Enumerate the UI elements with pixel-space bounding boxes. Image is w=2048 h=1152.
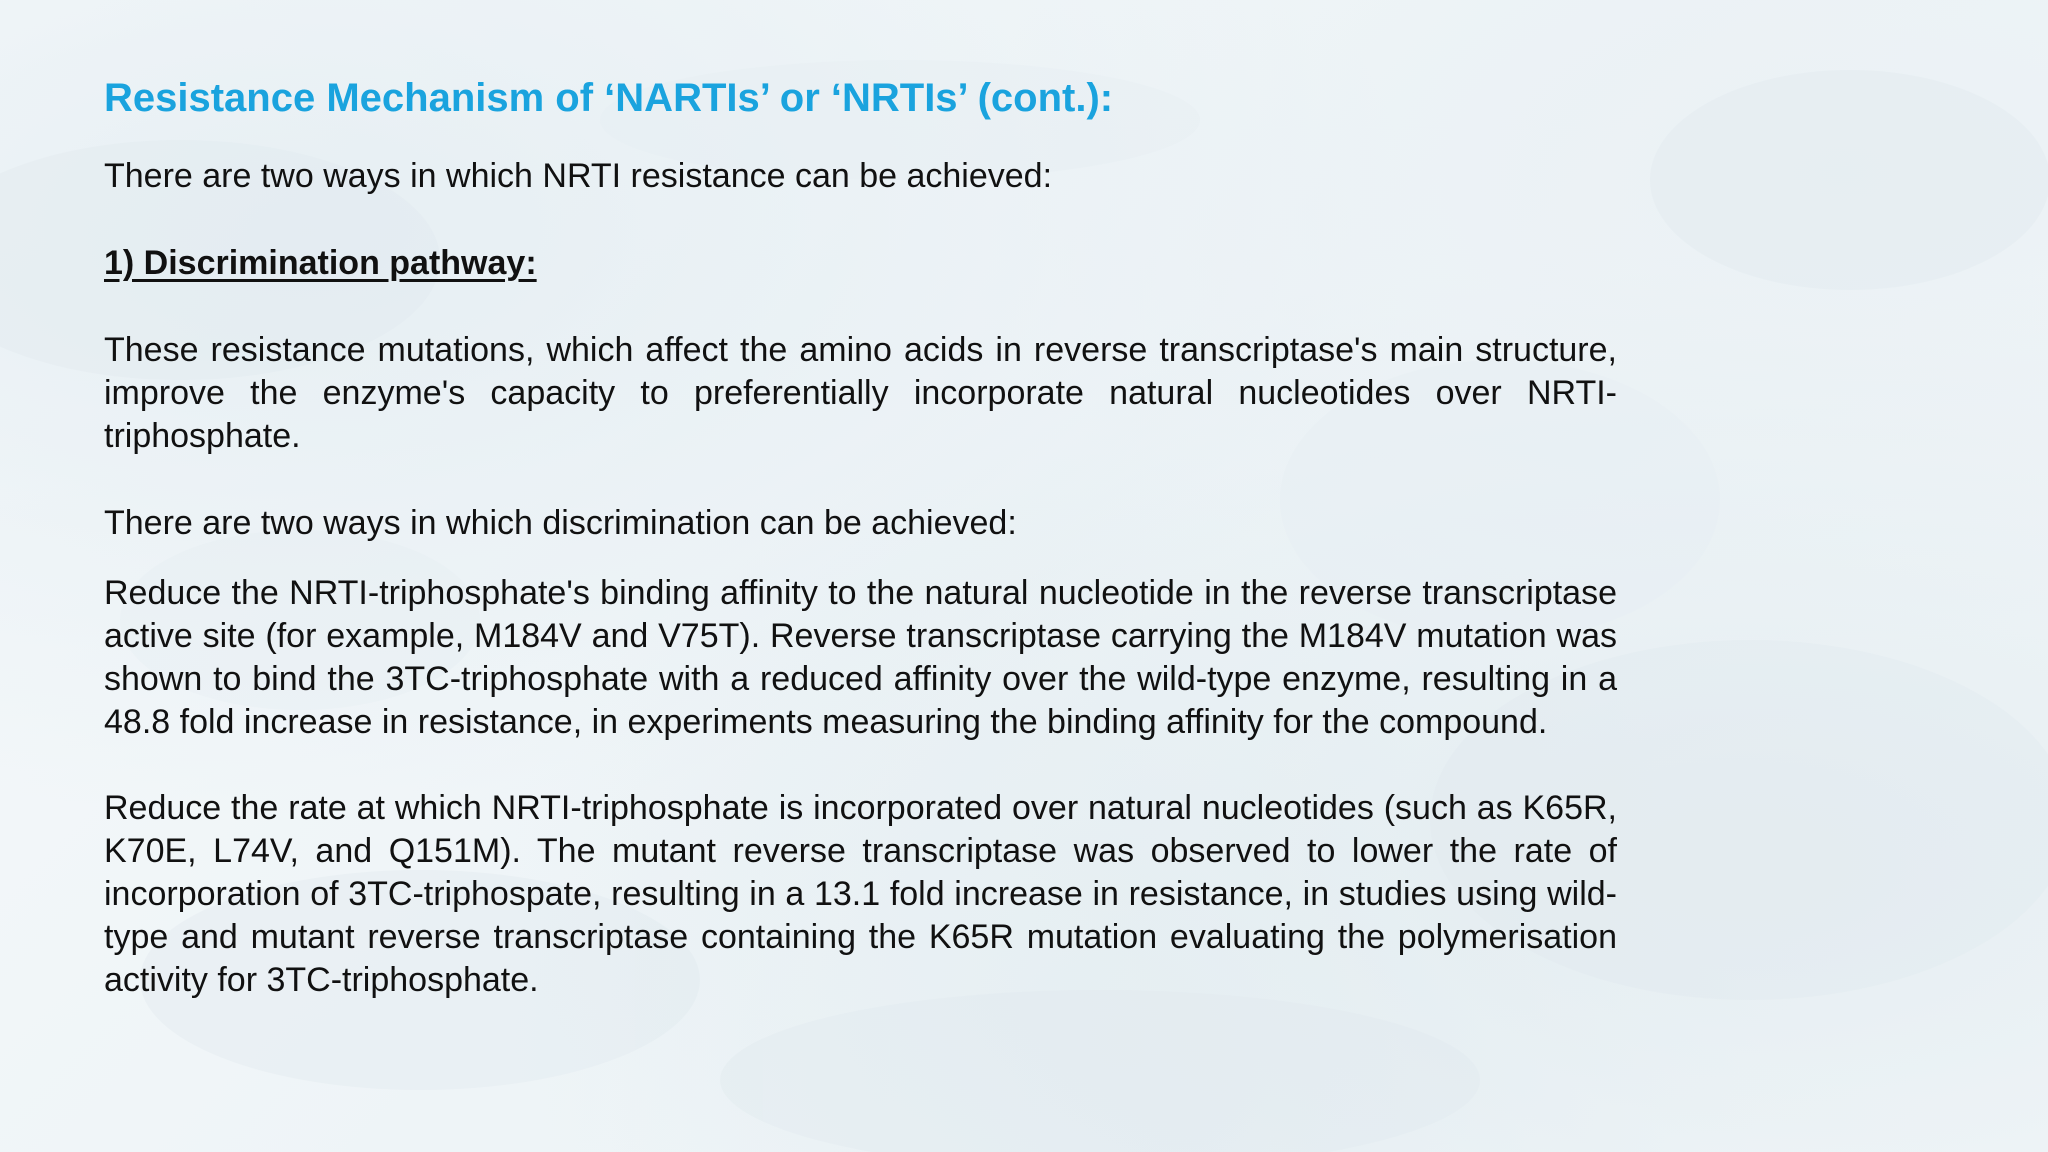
discrimination-item: Reduce the rate at which NRTI-triphosphate is incorporated over natural nucleotides (such as K65R, K70E, L74V, and Q151M). The mutant reverse transcriptase was observed to lower the rate of incorporation of 3TC-triphospate, resulting in a 13.1 fold increase in resistance, in studies using wild-type and mutant reverse transcriptase containing the K65R mutation evaluating the polymerisation activity for 3TC-triphosphate. bbox=[104, 789, 1617, 999]
discrimination-intro: There are two ways in which discrimination can be achieved: bbox=[104, 504, 1017, 542]
slide-title: Resistance Mechanism of ‘NARTIs’ or ‘NRTIs’ (cont.): bbox=[104, 76, 1114, 120]
slide-content bbox=[104, 70, 1617, 1002]
discrimination-item: Reduce the NRTI-triphosphate's binding affinity to the natural nucleotide in the reverse transcriptase active site (for example, M184V and V75T). Reverse transcriptase carrying the M184V mutation was shown to bind the 3TC-triphosphate with a reduced affinity over the wild-type enzyme, resulting in a 48.8 fold increase in resistance, in experiments measuring the binding affinity for the compound. bbox=[104, 574, 1617, 741]
section-paragraph: These resistance mutations, which affect the amino acids in reverse transcriptase's main structure, improve the enzyme's capacity to preferentially incorporate natural nucleotides over NRTI-triphosphate. bbox=[104, 331, 1617, 455]
intro-text: There are two ways in which NRTI resistance can be achieved: bbox=[104, 157, 1053, 195]
section-heading: 1) Discrimination pathway: bbox=[104, 244, 537, 282]
